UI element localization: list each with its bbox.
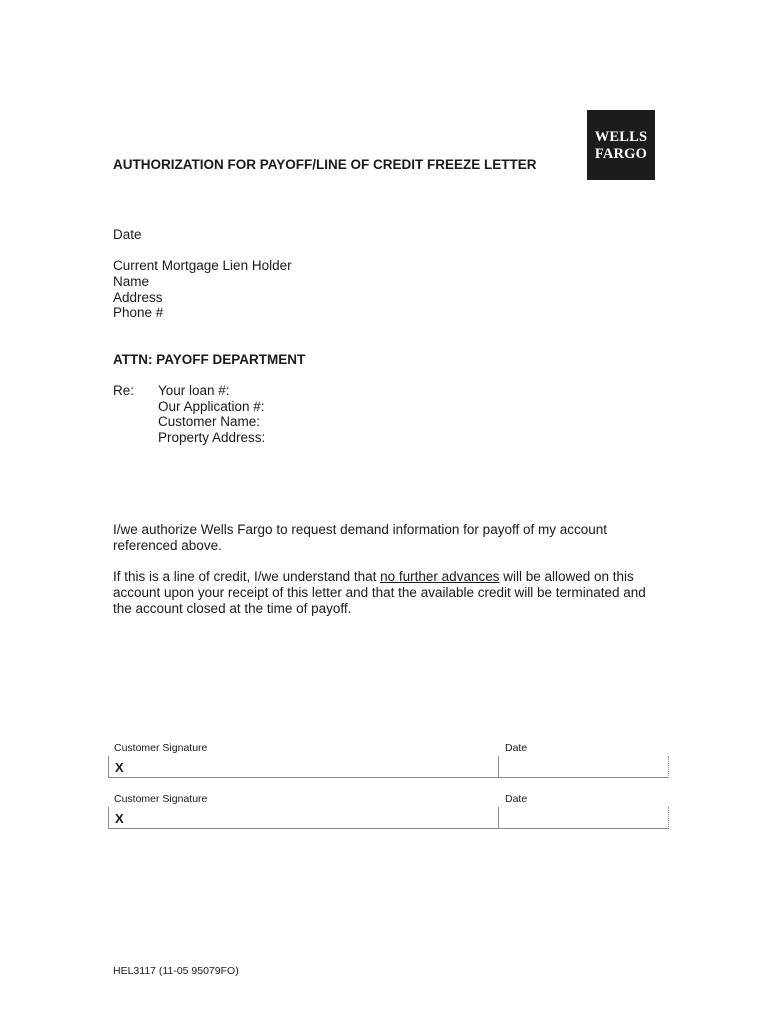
credit-freeze-paragraph [113, 569, 653, 617]
signature-divider [498, 807, 499, 829]
wells-fargo-logo [587, 110, 655, 180]
signature-mark: X [115, 760, 124, 775]
para2-start: If this is a line of credit, I/we understand that [113, 569, 381, 584]
customer-signature-label: Customer Signature [114, 742, 208, 754]
phone-label: Phone # [113, 305, 164, 320]
re-label: Re: [113, 383, 135, 398]
logo-line-2: FARGO [594, 146, 648, 162]
no-further-advances-text: no further advances [380, 569, 500, 584]
signature-right-edge [667, 807, 669, 829]
name-label: Name [113, 274, 150, 289]
signature-right-edge [667, 756, 669, 778]
application-number-label: Our Application #: [158, 399, 265, 414]
lien-holder-label: Current Mortgage Lien Holder [113, 258, 292, 273]
attn-heading: ATTN: PAYOFF DEPARTMENT [113, 352, 306, 367]
date-label: Date [113, 227, 142, 242]
authorization-paragraph: I/we authorize Wells Fargo to request demand information for payoff of my account referenced above. [113, 522, 608, 553]
loan-number-label: Your loan #: [158, 383, 230, 398]
signature-date-label: Date [505, 742, 528, 754]
customer-name-label: Customer Name: [158, 414, 261, 429]
document-title: AUTHORIZATION FOR PAYOFF/LINE OF CREDIT FREEZE LETTER [113, 157, 537, 172]
para2-end: will be allowed on this account upon your receipt of this letter and that the available credit will be terminated and the account closed at the time of payoff. [113, 569, 646, 616]
signature-mark: X [115, 811, 124, 826]
customer-signature-label: Customer Signature [114, 793, 208, 805]
signature-divider [498, 756, 499, 778]
form-code-footer: HEL3117 (11-05 95079FO) [113, 965, 239, 977]
signature-row [108, 807, 668, 829]
property-address-label: Property Address: [158, 430, 266, 445]
logo-line-1: WELLS [594, 129, 648, 145]
address-label: Address [113, 290, 163, 305]
signature-date-label: Date [505, 793, 528, 805]
signature-row [108, 756, 668, 778]
